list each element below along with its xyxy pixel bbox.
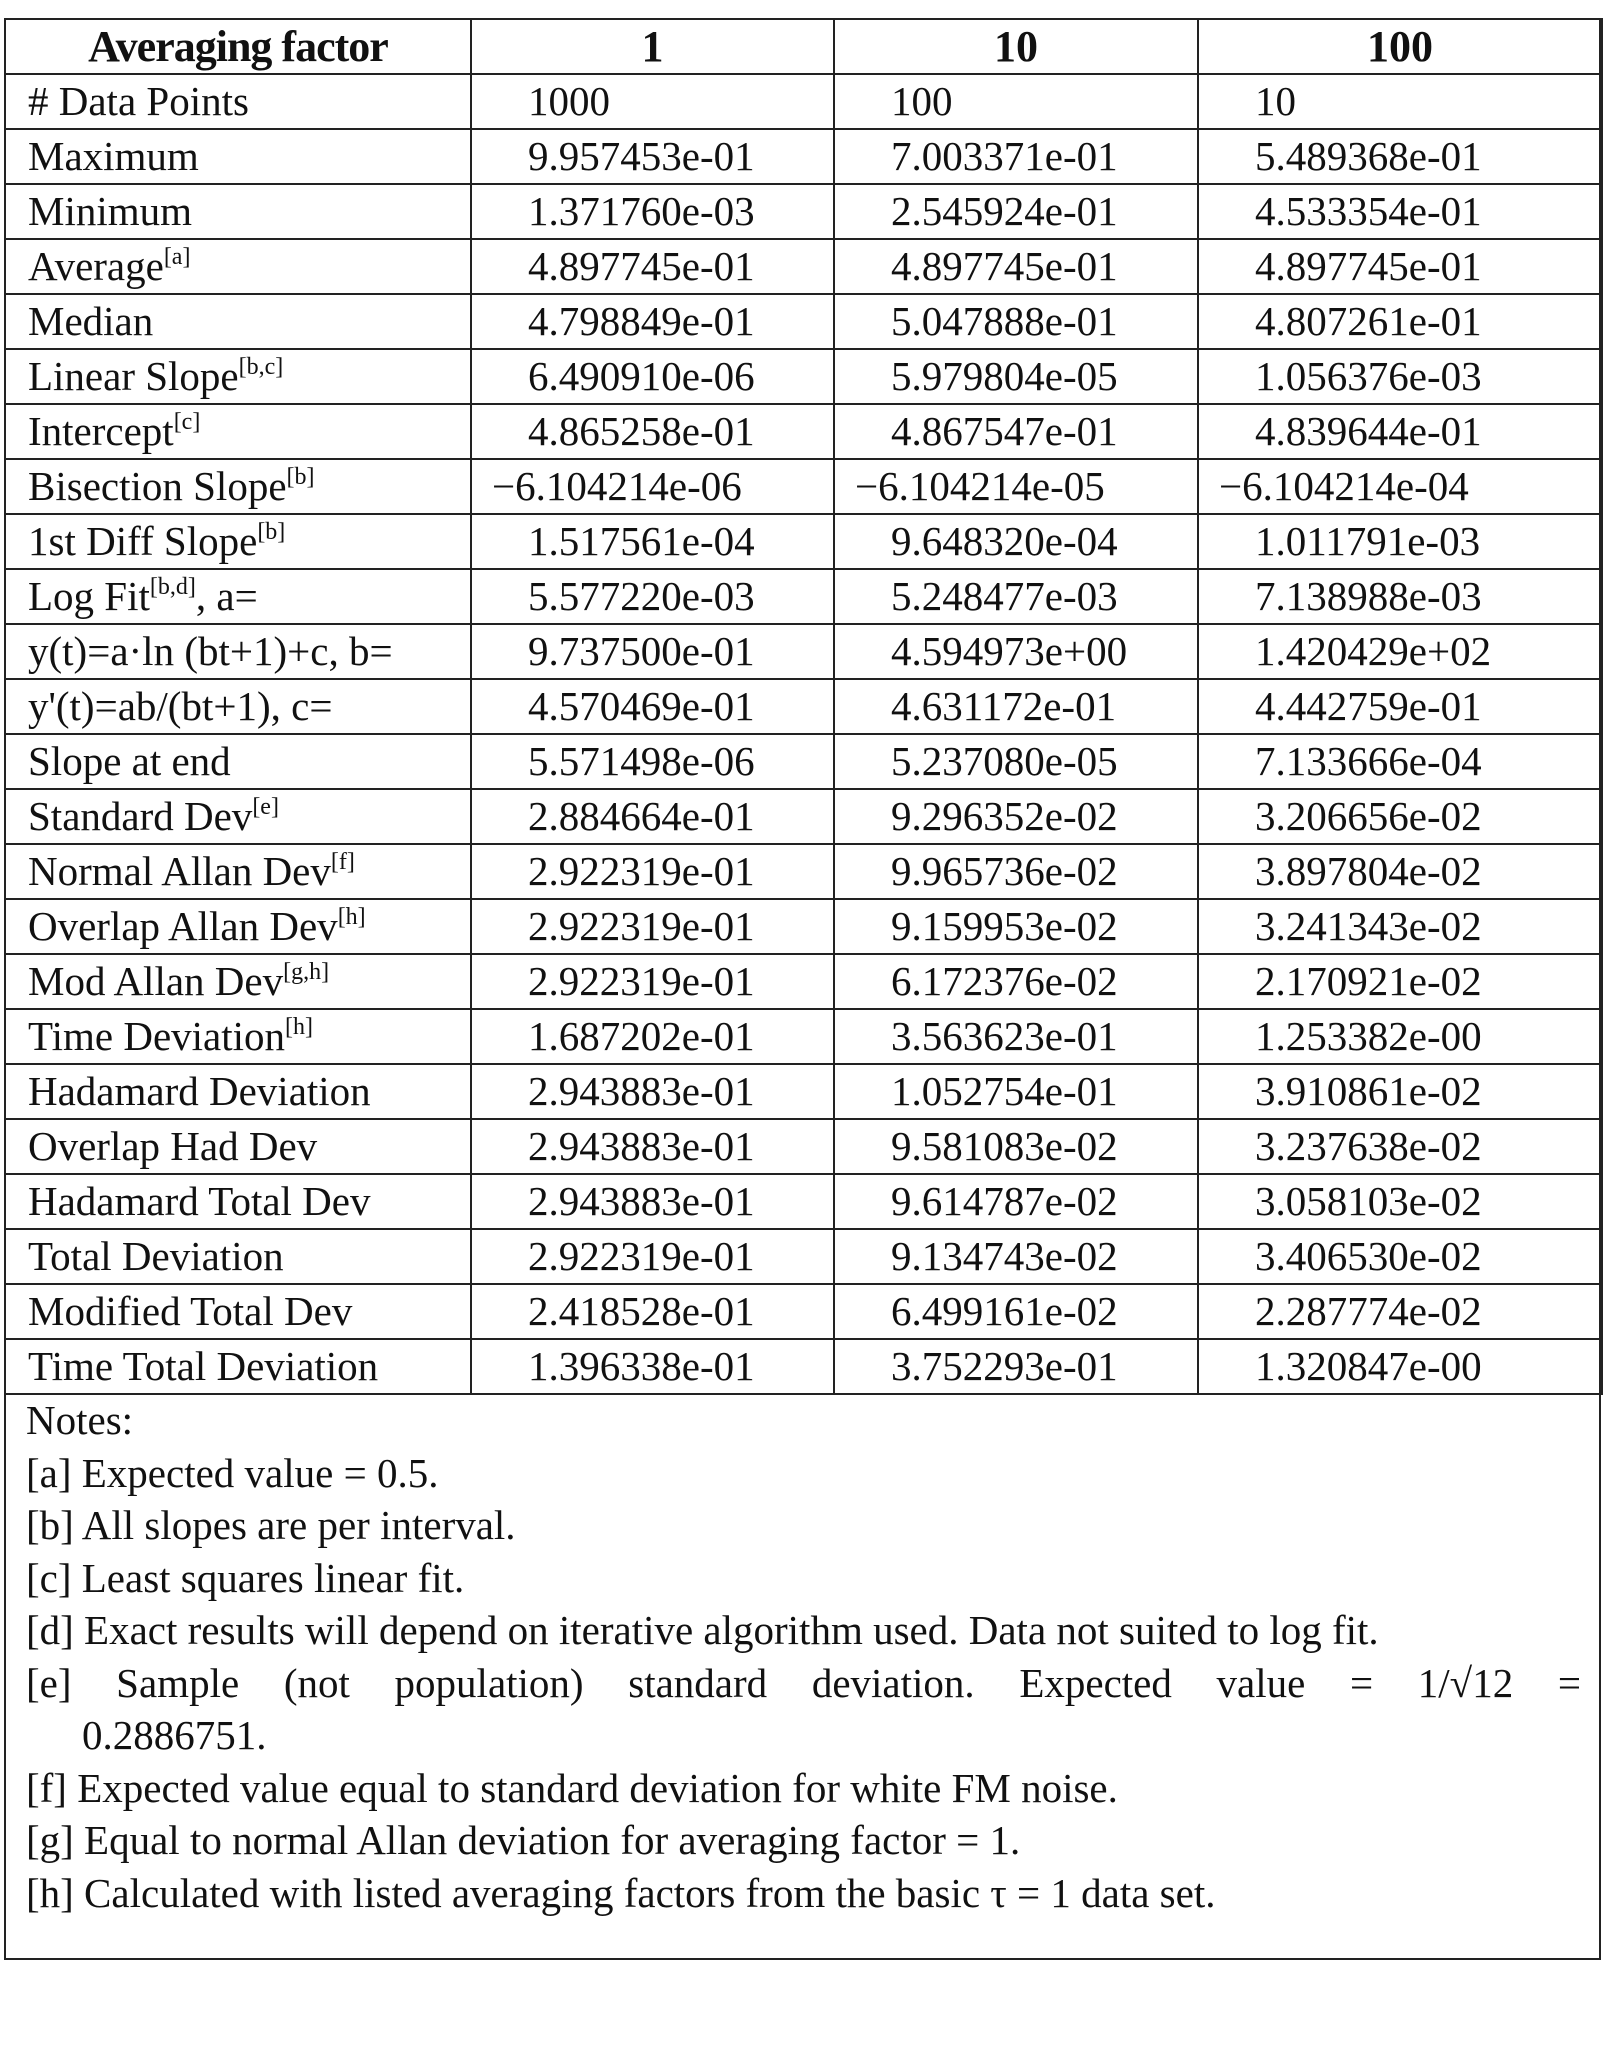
footnote-ref: [b] (286, 464, 315, 490)
cell-factor-100: 3.241343e-02 (1198, 899, 1602, 954)
cell-factor-100: 3.206656e-02 (1198, 789, 1602, 844)
cell-factor-1: −6.104214e-06 (471, 459, 834, 514)
row-label (5, 734, 471, 789)
row-label-text: Average (28, 243, 164, 289)
footnote-ref: [f] (330, 849, 355, 875)
table-row (5, 624, 1602, 679)
cell-factor-100: 3.058103e-02 (1198, 1174, 1602, 1229)
cell-factor-1: 1.517561e-04 (471, 514, 834, 569)
cell-factor-10: 9.581083e-02 (834, 1119, 1198, 1174)
cell-factor-10: 1.052754e-01 (834, 1064, 1198, 1119)
cell-factor-100: 10 (1198, 74, 1602, 129)
cell-factor-1: 5.571498e-06 (471, 734, 834, 789)
row-label-text: Time Deviation (28, 1013, 286, 1059)
row-label-text: y'(t)=ab/(bt+1), c= (28, 683, 333, 729)
cell-factor-1: 1000 (471, 74, 834, 129)
table-row (5, 734, 1602, 789)
row-label (5, 239, 471, 294)
footnote-ref: [h] (337, 904, 366, 930)
cell-factor-1: 2.943883e-01 (471, 1064, 834, 1119)
cell-factor-10: 4.897745e-01 (834, 239, 1198, 294)
note-a: [a] Expected value = 0.5. (26, 1449, 439, 1496)
table-row (5, 74, 1602, 129)
cell-factor-100: 1.011791e-03 (1198, 514, 1602, 569)
row-label (5, 624, 471, 679)
footnote-ref: [g,h] (283, 959, 330, 985)
row-label (5, 294, 471, 349)
footnote-ref: [e] (252, 794, 279, 820)
cell-factor-10: 5.248477e-03 (834, 569, 1198, 624)
row-label (5, 459, 471, 514)
row-label-text: Total Deviation (28, 1233, 284, 1279)
table-row (5, 1339, 1602, 1394)
table-row (5, 954, 1602, 1009)
header-factor-1: 1 (471, 19, 834, 74)
table-row (5, 789, 1602, 844)
table-row (5, 459, 1602, 514)
header-averaging-factor: Averaging factor (5, 19, 471, 74)
notes-heading: Notes: (26, 1397, 134, 1443)
cell-factor-10: 5.979804e-05 (834, 349, 1198, 404)
cell-factor-10: 100 (834, 74, 1198, 129)
table-row (5, 1119, 1602, 1174)
cell-factor-10: 9.296352e-02 (834, 789, 1198, 844)
cell-factor-100: 7.138988e-03 (1198, 569, 1602, 624)
table-row (5, 129, 1602, 184)
cell-factor-10: 3.563623e-01 (834, 1009, 1198, 1064)
row-label (5, 1064, 471, 1119)
row-label-text: Slope at end (28, 738, 231, 784)
cell-factor-10: 6.499161e-02 (834, 1284, 1198, 1339)
note-g: [g] Equal to normal Allan deviation for averaging factor = 1. (26, 1817, 1021, 1863)
row-label (5, 184, 471, 239)
cell-factor-10: 2.545924e-01 (834, 184, 1198, 239)
table-row (5, 404, 1602, 459)
row-label-text: Bisection Slope (28, 463, 287, 509)
row-label (5, 1119, 471, 1174)
row-label-text: Hadamard Total Dev (28, 1178, 371, 1224)
row-label-text: # Data Points (28, 78, 249, 124)
table-row (5, 184, 1602, 239)
cell-factor-100: 1.320847e-00 (1198, 1339, 1602, 1394)
row-label (5, 349, 471, 404)
cell-factor-10: 7.003371e-01 (834, 129, 1198, 184)
row-label-text: Mod Allan Dev (28, 958, 284, 1004)
cell-factor-100: 4.839644e-01 (1198, 404, 1602, 459)
table-row (5, 1174, 1602, 1229)
row-label-text: Median (28, 298, 154, 344)
row-label-text: Intercept (28, 408, 174, 454)
cell-factor-10: 4.594973e+00 (834, 624, 1198, 679)
row-label-text: y(t)=a·ln (bt+1)+c, b= (28, 628, 393, 674)
cell-factor-1: 5.577220e-03 (471, 569, 834, 624)
table-row (5, 514, 1602, 569)
cell-factor-100: −6.104214e-04 (1198, 459, 1602, 514)
row-label-suffix: , a= (195, 573, 258, 619)
note-h: [h] Calculated with listed averaging factors from the basic τ = 1 data set. (26, 1869, 1216, 1916)
cell-factor-100: 3.897804e-02 (1198, 844, 1602, 899)
table-row (5, 349, 1602, 404)
table-row (5, 239, 1602, 294)
cell-factor-10: 9.614787e-02 (834, 1174, 1198, 1229)
row-label-text: Log Fit (28, 573, 150, 619)
cell-factor-1: 2.922319e-01 (471, 899, 834, 954)
cell-factor-10: 5.237080e-05 (834, 734, 1198, 789)
table-header-row (5, 19, 1602, 74)
row-label (5, 74, 471, 129)
cell-factor-10: 9.965736e-02 (834, 844, 1198, 899)
cell-factor-10: 4.631172e-01 (834, 679, 1198, 734)
row-label-text: Normal Allan Dev (28, 848, 331, 894)
cell-factor-1: 2.418528e-01 (471, 1284, 834, 1339)
cell-factor-10: 9.134743e-02 (834, 1229, 1198, 1284)
row-label (5, 1174, 471, 1229)
row-label-text: Modified Total Dev (28, 1288, 353, 1334)
footnote-ref: [c] (173, 409, 201, 435)
cell-factor-1: 9.957453e-01 (471, 129, 834, 184)
cell-factor-100: 5.489368e-01 (1198, 129, 1602, 184)
cell-factor-1: 2.922319e-01 (471, 1229, 834, 1284)
footnote-ref: [b] (257, 519, 286, 545)
cell-factor-1: 2.922319e-01 (471, 844, 834, 899)
note-e-continued: 0.2886751. (82, 1712, 267, 1758)
cell-factor-10: 3.752293e-01 (834, 1339, 1198, 1394)
row-label (5, 789, 471, 844)
row-label (5, 569, 471, 624)
cell-factor-10: −6.104214e-05 (834, 459, 1198, 514)
cell-factor-1: 6.490910e-06 (471, 349, 834, 404)
footnote-ref: [b,d] (149, 574, 196, 600)
row-label-text: Maximum (28, 133, 199, 179)
row-label (5, 1009, 471, 1064)
row-label (5, 404, 471, 459)
header-factor-100: 100 (1198, 19, 1602, 74)
row-label (5, 1284, 471, 1339)
cell-factor-1: 2.922319e-01 (471, 954, 834, 1009)
cell-factor-1: 4.897745e-01 (471, 239, 834, 294)
table-body (5, 74, 1602, 1394)
header-factor-10: 10 (834, 19, 1198, 74)
note-d: [d] Exact results will depend on iterative algorithm used. Data not suited to log fit. (26, 1607, 1379, 1653)
row-label (5, 1229, 471, 1284)
cell-factor-100: 1.253382e-00 (1198, 1009, 1602, 1064)
cell-factor-100: 1.056376e-03 (1198, 349, 1602, 404)
cell-factor-1: 2.884664e-01 (471, 789, 834, 844)
row-label-text: Linear Slope (28, 353, 239, 399)
table-row (5, 844, 1602, 899)
row-label-text: Overlap Had Dev (28, 1123, 318, 1169)
cell-factor-100: 2.287774e-02 (1198, 1284, 1602, 1339)
cell-factor-10: 6.172376e-02 (834, 954, 1198, 1009)
cell-factor-100: 1.420429e+02 (1198, 624, 1602, 679)
cell-factor-100: 4.897745e-01 (1198, 239, 1602, 294)
cell-factor-1: 9.737500e-01 (471, 624, 834, 679)
row-label (5, 679, 471, 734)
statistics-table (4, 18, 1603, 1395)
row-label (5, 954, 471, 1009)
cell-factor-100: 4.442759e-01 (1198, 679, 1602, 734)
table-row (5, 294, 1602, 349)
cell-factor-1: 1.687202e-01 (471, 1009, 834, 1064)
table-row (5, 1009, 1602, 1064)
cell-factor-100: 3.237638e-02 (1198, 1119, 1602, 1174)
cell-factor-100: 3.406530e-02 (1198, 1229, 1602, 1284)
cell-factor-10: 5.047888e-01 (834, 294, 1198, 349)
note-e: [e] Sample (not population) standard deviation. Expected value = 1/√12 = (26, 1659, 1581, 1706)
cell-factor-1: 4.570469e-01 (471, 679, 834, 734)
cell-factor-1: 2.943883e-01 (471, 1174, 834, 1229)
cell-factor-1: 2.943883e-01 (471, 1119, 834, 1174)
row-label (5, 899, 471, 954)
row-label (5, 844, 471, 899)
footnote-ref: [a] (163, 244, 191, 270)
footnote-ref: [h] (285, 1014, 313, 1040)
row-label-text: 1st Diff Slope (28, 518, 258, 564)
table-row (5, 1284, 1602, 1339)
footnote-ref: [b,c] (238, 354, 284, 380)
row-label-text: Time Total Deviation (28, 1343, 379, 1389)
row-label (5, 129, 471, 184)
note-c: [c] Least squares linear fit. (26, 1554, 465, 1601)
cell-factor-100: 3.910861e-02 (1198, 1064, 1602, 1119)
row-label-text: Standard Dev (28, 793, 253, 839)
table-row (5, 1064, 1602, 1119)
table-row (5, 899, 1602, 954)
table-row (5, 569, 1602, 624)
cell-factor-100: 7.133666e-04 (1198, 734, 1602, 789)
cell-factor-1: 1.371760e-03 (471, 184, 834, 239)
cell-factor-10: 4.867547e-01 (834, 404, 1198, 459)
cell-factor-1: 4.865258e-01 (471, 404, 834, 459)
table-row (5, 1229, 1602, 1284)
cell-factor-100: 4.807261e-01 (1198, 294, 1602, 349)
cell-factor-10: 9.648320e-04 (834, 514, 1198, 569)
row-label-text: Overlap Allan Dev (28, 903, 338, 949)
row-label-text: Minimum (28, 188, 193, 234)
cell-factor-1: 1.396338e-01 (471, 1339, 834, 1394)
note-b: [b] All slopes are per interval. (26, 1502, 516, 1548)
cell-factor-1: 4.798849e-01 (471, 294, 834, 349)
note-f: [f] Expected value equal to standard deviation for white FM noise. (26, 1764, 1118, 1811)
row-label (5, 1339, 471, 1394)
row-label (5, 514, 471, 569)
table-row (5, 679, 1602, 734)
cell-factor-100: 2.170921e-02 (1198, 954, 1602, 1009)
notes-section (26, 1394, 1581, 1919)
cell-factor-10: 9.159953e-02 (834, 899, 1198, 954)
cell-factor-100: 4.533354e-01 (1198, 184, 1602, 239)
row-label-text: Hadamard Deviation (28, 1068, 371, 1114)
